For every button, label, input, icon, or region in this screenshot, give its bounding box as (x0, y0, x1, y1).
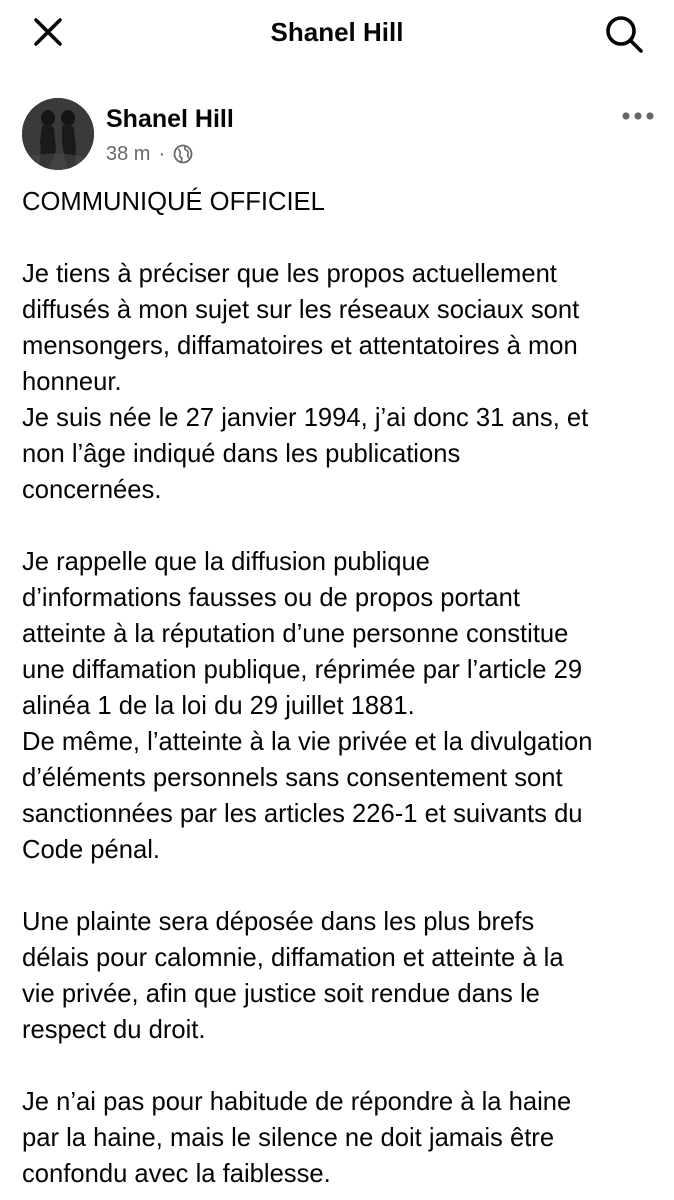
post-meta (106, 142, 193, 166)
meta-separator: · (158, 143, 166, 165)
post-header (22, 98, 652, 178)
post-paragraph: Une plainte sera déposée dans les plus brefs délais pour calomnie, diffamation et atteinte à la vie privée, afin que justice soit rendue dans le respect du droit. (22, 908, 564, 1044)
top-bar (0, 0, 674, 64)
search-button[interactable] (603, 13, 645, 55)
post-author-name[interactable]: Shanel Hill (106, 105, 234, 133)
post-paragraph-heading: COMMUNIQUÉ OFFICIEL (22, 188, 325, 216)
paragraph-gap (22, 508, 658, 544)
more-horizontal-icon (620, 111, 656, 121)
paragraph-gap (22, 1048, 658, 1084)
post-paragraph: Je n’ai pas pour habitude de répondre à la haine par la haine, mais le silence ne doit jamais être confondu avec la faiblesse. (22, 1088, 572, 1188)
avatar[interactable] (22, 98, 94, 170)
page-title: Shanel Hill (270, 17, 404, 47)
globe-icon (173, 144, 193, 164)
paragraph-gap (22, 868, 658, 904)
paragraph-gap (22, 220, 658, 256)
post-paragraph: Je tiens à préciser que les propos actuellement diffusés à mon sujet sur les réseaux sociaux sont mensongers, diffamatoires et attentatoires à mon honneur. Je suis née le 27 janvier 1994, j’ai donc 31 ans, et non l’âge indiqué dans les publications concernées. (22, 260, 589, 504)
post-body (22, 184, 658, 1192)
search-icon (604, 14, 644, 54)
more-options-button[interactable] (618, 104, 658, 128)
post-paragraph: Je rappelle que la diffusion publique d’informations fausses ou de propos portant atteinte à la réputation d’une personne constitue une diffamation publique, réprimée par l’article 29 alinéa 1 de la loi du 29 juillet 1881. De même, l’atteinte à la vie privée et la divulgation d’éléments personnels sans consentement sont sanctionnées par les articles 226-1 et suivants du Code pénal. (22, 548, 593, 864)
post-timestamp[interactable]: 38 m (106, 143, 151, 165)
